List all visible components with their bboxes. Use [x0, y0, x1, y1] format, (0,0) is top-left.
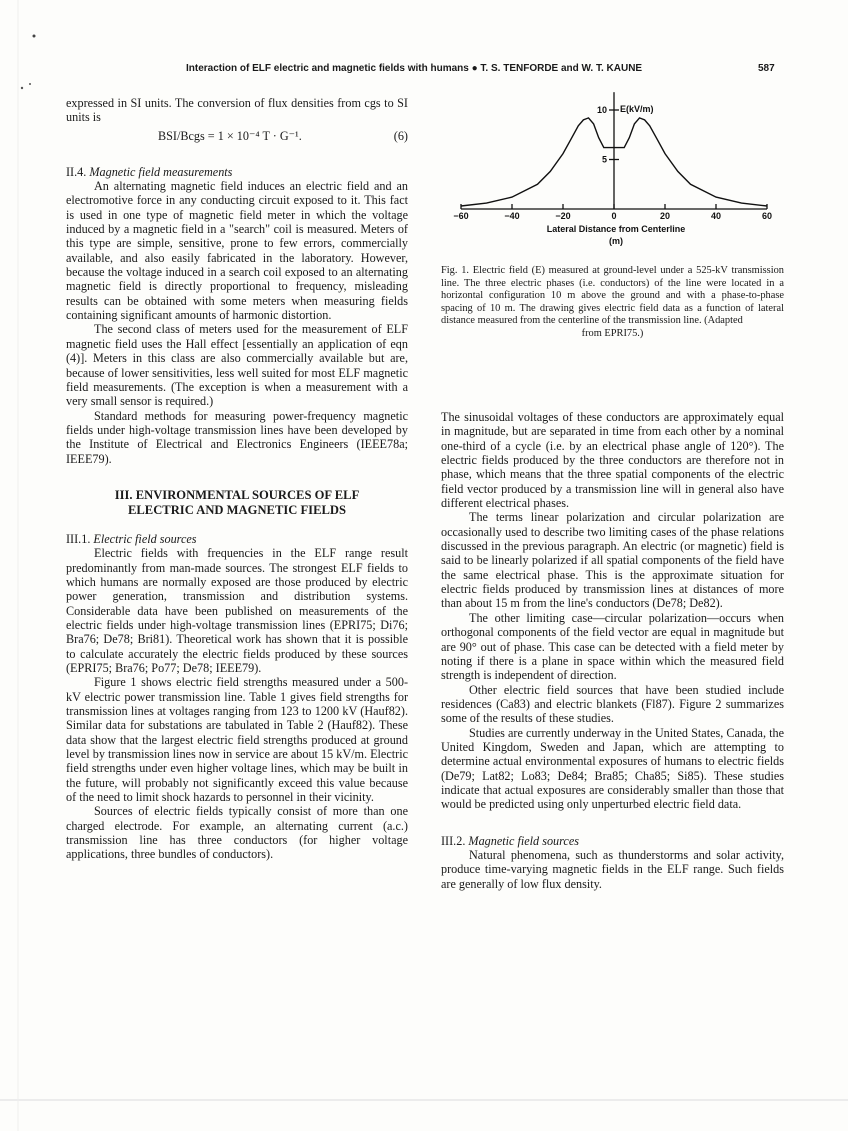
section-title: Magnetic field measurements: [89, 164, 233, 179]
y-axis-label: E(kV/m): [620, 104, 654, 114]
left-column: [66, 96, 408, 862]
section-title-line-1: III. ENVIRONMENTAL SOURCES OF ELF: [114, 487, 360, 502]
x-tick-label: 40: [710, 211, 722, 221]
paragraph: Standard methods for measuring power-frequency magnetic fields under high-voltage transmission lines have been developed by the Institute of Electrical and Electronics Engineers (IEEE78a; IEEE79).: [66, 408, 408, 466]
x-tick-label: −40: [504, 211, 520, 221]
paragraph: The other limiting case—circular polarization—occurs when orthogonal components of the field vector are equal in magnitude but are 90° out of phase. This case can be detected with a field meter by noting if there is a plane in space within which the measured field strength is independent of direction.: [441, 610, 784, 683]
equation-expression: BSI/Bcgs = 1 × 10⁻⁴ T · G⁻¹.: [158, 128, 302, 143]
paragraph: Electric fields with frequencies in the ELF range result predominantly from man-made sources. The strongest ELF fields to which humans are normally exposed are those produced by electric power generation, transmission and distribution systems. Considerable data have been published on measurements of the electric fields under high-voltage transmission lines (EPRI75; Di76; Bra76; De78; Bri81). Theoretical work has shown that it is possible to calculate accurately the electric fields produced by these sources (EPRI75; Bra76; Po77; De78; IEEE79).: [66, 546, 408, 675]
paragraph: Sources of electric fields typically consist of more than one charged electrode. For example, an alternating current (a.c.) transmission line has three conductors (for higher voltage applications, three bundles of conductors).: [66, 804, 408, 862]
y-tick-label: 5: [601, 154, 607, 165]
paragraph: Figure 1 shows electric field strengths measured under a 500-kV electric power transmission line. Table 1 gives field strengths for transmission lines at voltages ranging from 123 to 1200 kV (Hauf82). Similar data for substations are tabulated in Table 2 (Hauf82). These data show that the largest electric field strengths produced at ground level by transmission lines now in service are about 15 kV/m. Electric field strengths under even higher voltage lines, which may be built in the future, will probably not significantly exceed this value because of the need to limit shock hazards to personnel in their vicinity.: [66, 675, 408, 805]
caption-tail: from EPRI75.): [581, 327, 644, 339]
section-number: III.1.: [66, 531, 91, 546]
section-heading-II4: [66, 165, 408, 179]
x-tick-label: −60: [453, 211, 469, 221]
x-tick-label: −20: [555, 211, 571, 221]
page-number: 587: [758, 63, 775, 74]
running-title: Interaction of ELF electric and magnetic fields with humans ● T. S. TENFORDE and W. T. KAUNE: [186, 63, 643, 74]
section-title-line-2: ELECTRIC AND MAGNETIC FIELDS: [128, 502, 346, 517]
right-column: [441, 410, 784, 891]
x-tick-label: 20: [659, 211, 671, 221]
x-axis-unit: (m): [609, 236, 623, 246]
paragraph: An alternating magnetic field induces an electric field and an electromotive force in any conducting circuit exposed to it. This fact is used in one type of magnetic field meter in which the voltage induced by a magnetic field in a "search" coil is measured. Meters of this type are simple, sensitive, prone to few errors, commercially available, and also easily fabricated in the laboratory. However, because the voltage induced in a search coil exposed to an alternating magnetic field is directly proportional to frequency, misleading results can be obtained with some meters when measuring fields containing significant amounts of harmonic distortion.: [66, 179, 408, 323]
section-number: II.4.: [66, 164, 87, 179]
section-heading-III: [66, 488, 408, 518]
paragraph: Other electric field sources that have been studied include residences (Ca83) and electric blankets (Fl87). Figure 2 summarizes some of the results of these studies.: [441, 682, 784, 726]
section-title: Magnetic field sources: [468, 833, 579, 848]
caption-lead: Fig. 1.: [441, 265, 470, 276]
y-tick-label: 10: [596, 105, 607, 115]
caption-body: Electric field (E) measured at ground-level under a 525-kV transmission line. The three electric phases (i.e. conductors) of the line were located in a horizontal configuration 10 m above the ground and with a phase-to-phase spacing of 10 m. The drawing gives electric field data as a function of lateral distance measured from the centerline of the transmission line. (Adapted: [441, 265, 784, 327]
paragraph: The second class of meters used for the measurement of ELF magnetic field uses the Hall effect [essentially an application of eqn (4)]. Meters in this class are also commercially available but are, because of lower sensitivities, less well suited for most ELF magnetic field measurements. (The exception is when a measurement with a very small sensor is required.): [66, 322, 408, 409]
paragraph: The sinusoidal voltages of these conductors are approximately equal in magnitude, but are separated in time from each other by a nominal one-third of a cycle (i.e. by an electrical phase angle of 120°). The electric fields produced by the three conductors are therefore not in phase, which means that the three spatial components of the electric field vector produced by a transmission line will in general also have different electrical phases.: [441, 410, 784, 511]
section-number: III.2.: [441, 833, 466, 848]
electric-field-chart: [430, 88, 800, 258]
running-header: [0, 61, 848, 77]
paragraph: Natural phenomena, such as thunderstorms and solar activity, produce time-varying magnetic fields in the ELF range. Such fields are generally of low flux density.: [441, 847, 784, 891]
paragraph-intro: expressed in SI units. The conversion of flux densities from cgs to SI units is: [66, 96, 408, 125]
x-tick-label: 60: [761, 211, 773, 221]
section-title: Electric field sources: [93, 531, 197, 546]
section-heading-III2: [441, 834, 784, 848]
equation-6: [66, 129, 408, 145]
equation-number: (6): [393, 128, 408, 143]
paragraph: Studies are currently underway in the United States, Canada, the United Kingdom, Sweden and Japan, which are attempting to determine actual environmental exposures of humans to electric fields (De79; Lat82; Lo83; De84; Bra85; Cha85; Si85). These studies indicate that actual exposures are considerably smaller than those that would be predicted using only unperturbed electric field data.: [441, 725, 784, 812]
figure-caption: [441, 265, 784, 341]
x-axis-label: Lateral Distance from Centerline: [546, 224, 686, 234]
section-heading-III1: [66, 532, 408, 546]
paragraph: The terms linear polarization and circular polarization are occasionally used to describe two limiting cases of the phase relations discussed in the previous paragraph. An electric (or magnetic) field is said to be linearly polarized if all spatial components of the field have the same electrical phase. This is the approximate situation for electric fields produced by transmission lines at distances of more than about 15 m from the line's conductors (De78; De82).: [441, 510, 784, 611]
x-tick-label: 0: [611, 211, 617, 221]
